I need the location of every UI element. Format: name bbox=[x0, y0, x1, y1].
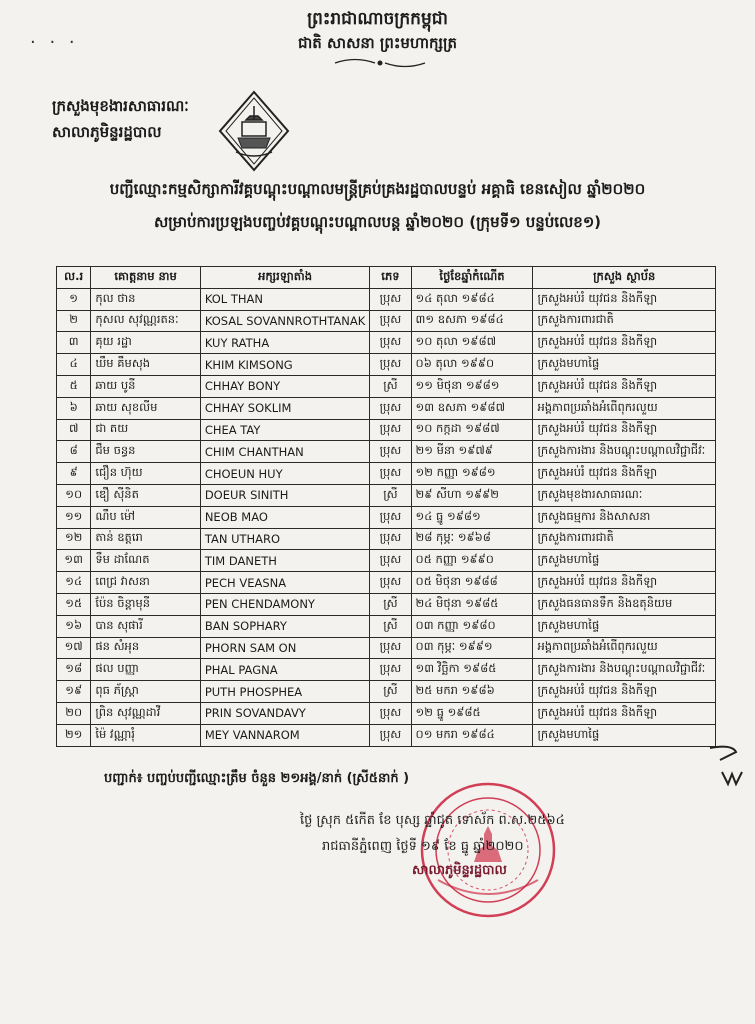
table-cell: ប្រុស bbox=[370, 528, 411, 550]
table-cell: PEN CHENDAMONY bbox=[200, 593, 369, 615]
table-cell: ពេជ្រ វាសនា bbox=[91, 572, 201, 594]
school-name: សាលាភូមិន្ទរដ្ឋបាល bbox=[52, 123, 162, 141]
table-cell: ៤ bbox=[57, 354, 91, 376]
table-row bbox=[57, 310, 716, 332]
table-row bbox=[57, 463, 716, 485]
column-header: ល.រ bbox=[57, 267, 91, 289]
table-cell: PHORN SAM ON bbox=[200, 637, 369, 659]
table-cell: ២៤ មិថុនា ១៩៨៥ bbox=[411, 593, 533, 615]
table-row bbox=[57, 724, 716, 746]
table-row bbox=[57, 681, 716, 703]
table-cell: ១២ កញ្ញា ១៩៨១ bbox=[411, 463, 533, 485]
table-cell: ប្រុស bbox=[370, 354, 411, 376]
table-cell: ប្រុស bbox=[370, 506, 411, 528]
table-cell: ១៤ ធ្នូ ១៩៨១ bbox=[411, 506, 533, 528]
table-row bbox=[57, 528, 716, 550]
table-cell: ប្រុស bbox=[370, 310, 411, 332]
signatory-name: សាលាភូមិន្ទរដ្ឋបាល bbox=[412, 863, 507, 878]
table-row bbox=[57, 550, 716, 572]
table-cell: ក្រសួងមហាផ្ទៃ bbox=[533, 724, 716, 746]
table-cell: ប្រុស bbox=[370, 332, 411, 354]
table-cell: PRIN SOVANDAVY bbox=[200, 702, 369, 724]
table-cell: កុល ថាន bbox=[91, 288, 201, 310]
ministry-name: ក្រសួងមុខងារសាធារណៈ bbox=[52, 97, 189, 115]
table-cell: ៥ bbox=[57, 375, 91, 397]
table-cell: ក្រសួងមហាផ្ទៃ bbox=[533, 550, 716, 572]
table-cell: ១១ មិថុនា ១៩៨១ bbox=[411, 375, 533, 397]
table-cell: កុសល សុវណ្ណរតនៈ bbox=[91, 310, 201, 332]
table-row bbox=[57, 375, 716, 397]
table-cell: ប្រុស bbox=[370, 463, 411, 485]
table-cell: ៦ bbox=[57, 397, 91, 419]
table-cell: ១២ ធ្នូ ១៩៨៥ bbox=[411, 702, 533, 724]
table-cell: ប្រុស bbox=[370, 724, 411, 746]
table-cell: ១២ bbox=[57, 528, 91, 550]
table-cell: ០៥ មិថុនា ១៩៨៨ bbox=[411, 572, 533, 594]
table-cell: ក្រសួងការងារ និងបណ្តុះបណ្តាលវិជ្ជាជីវៈ bbox=[533, 441, 716, 463]
table-cell: ប្រុស bbox=[370, 702, 411, 724]
table-cell: ២៥ មករា ១៩៨៦ bbox=[411, 681, 533, 703]
table-cell: ១០ តុលា ១៩៨៧ bbox=[411, 332, 533, 354]
table-cell: DOEUR SINITH bbox=[200, 484, 369, 506]
table-cell: ស្រី bbox=[370, 484, 411, 506]
table-cell: ១ bbox=[57, 288, 91, 310]
table-cell: បាន សុផារី bbox=[91, 615, 201, 637]
table-cell: ម៉ៃ វណ្ណារុំ bbox=[91, 724, 201, 746]
table-row bbox=[57, 332, 716, 354]
table-row bbox=[57, 354, 716, 376]
table-cell: ៣ bbox=[57, 332, 91, 354]
table-cell: ក្រសួងការពារជាតិ bbox=[533, 310, 716, 332]
school-emblem-icon bbox=[218, 90, 290, 172]
table-cell: PHAL PAGNA bbox=[200, 659, 369, 681]
document-subtitle: សម្រាប់ការប្រឡងបញ្ចប់វគ្គបណ្តុះបណ្តាលបន្ត ឆ្នាំ២០២០ (ក្រុមទី១ បន្ទប់លេខ១) bbox=[153, 213, 602, 231]
table-cell: ០៣ កញ្ញា ១៩៨០ bbox=[411, 615, 533, 637]
table-cell: ប្រុស bbox=[370, 419, 411, 441]
table-cell: ក្រសួងអប់រំ យុវជន និងកីឡា bbox=[533, 681, 716, 703]
table-cell: ១៣ bbox=[57, 550, 91, 572]
table-cell: ឆាយ បូនី bbox=[91, 375, 201, 397]
table-row bbox=[57, 419, 716, 441]
table-cell: PECH VEASNA bbox=[200, 572, 369, 594]
kingdom-title: ព្រះរាជាណាចក្រកម្ពុជា bbox=[307, 9, 448, 29]
table-cell: ព្រិន សុវណ្ណដាវី bbox=[91, 702, 201, 724]
column-header: អក្សរឡាតាំង bbox=[200, 267, 369, 289]
table-cell: CHHAY BONY bbox=[200, 375, 369, 397]
table-cell: ឆាយ សុខលីម bbox=[91, 397, 201, 419]
table-cell: ប្រុស bbox=[370, 572, 411, 594]
table-cell: ០៥ កញ្ញា ១៩៩០ bbox=[411, 550, 533, 572]
table-cell: ជឿន ហ៊ុយ bbox=[91, 463, 201, 485]
table-cell: ស្រី bbox=[370, 681, 411, 703]
table-cell: ប្រុស bbox=[370, 550, 411, 572]
table-cell: BAN SOPHARY bbox=[200, 615, 369, 637]
table-cell: ប៉ែន ចិន្តាមុនី bbox=[91, 593, 201, 615]
table-cell: ៣១ ឧសភា ១៩៨៤ bbox=[411, 310, 533, 332]
table-cell: ៧ bbox=[57, 419, 91, 441]
column-header: ក្រសួង ស្ថាប័ន bbox=[533, 267, 716, 289]
table-cell: NEOB MAO bbox=[200, 506, 369, 528]
table-cell: ពុធ ភ័ស្ត្រា bbox=[91, 681, 201, 703]
table-row bbox=[57, 593, 716, 615]
table-row bbox=[57, 615, 716, 637]
margin-dots: · · · bbox=[30, 32, 79, 53]
national-motto: ជាតិ សាសនា ព្រះមហាក្សត្រ bbox=[298, 34, 457, 52]
table-row bbox=[57, 572, 716, 594]
table-cell: ជឹម ចន្ធន bbox=[91, 441, 201, 463]
column-header: គោត្តនាម នាម bbox=[91, 267, 201, 289]
table-cell: ១៥ bbox=[57, 593, 91, 615]
table-cell: ១១ bbox=[57, 506, 91, 528]
table-cell: អង្គភាពប្រឆាំងអំពើពុករលួយ bbox=[533, 637, 716, 659]
table-cell: ក្រសួងមហាផ្ទៃ bbox=[533, 354, 716, 376]
table-cell: KOL THAN bbox=[200, 288, 369, 310]
table-cell: ក្រសួងធនធានទឹក និងឧតុនិយម bbox=[533, 593, 716, 615]
table-body bbox=[57, 288, 716, 746]
table-cell: ២១ មីនា ១៩៧៩ bbox=[411, 441, 533, 463]
table-cell: ៨ bbox=[57, 441, 91, 463]
table-cell: CHIM CHANTHAN bbox=[200, 441, 369, 463]
roster-table bbox=[56, 266, 716, 747]
table-row bbox=[57, 637, 716, 659]
table-cell: ១៩ bbox=[57, 681, 91, 703]
handwritten-mark bbox=[702, 742, 752, 792]
table-cell: ស្រី bbox=[370, 375, 411, 397]
closing-note: បញ្ជាក់៖ បញ្ចប់បញ្ជីឈ្មោះត្រឹម ចំនួន ២១អង្គ/នាក់ (ស្រី៥នាក់ ) bbox=[104, 771, 410, 786]
table-cell: CHHAY SOKLIM bbox=[200, 397, 369, 419]
table-cell: ១០ bbox=[57, 484, 91, 506]
table-row bbox=[57, 397, 716, 419]
date-solar: រាជធានីភ្នំពេញ ថ្ងៃទី ១៩ ខែ ធ្នូ ឆ្នាំ២០២០ bbox=[322, 839, 524, 854]
table-row bbox=[57, 484, 716, 506]
table-cell: ១៨ bbox=[57, 659, 91, 681]
table-cell: ផន សំអុន bbox=[91, 637, 201, 659]
table-cell: TIM DANETH bbox=[200, 550, 369, 572]
table-cell: ៩ bbox=[57, 463, 91, 485]
table-cell: ០៣ កុម្ភៈ ១៩៩១ bbox=[411, 637, 533, 659]
document-title: បញ្ជីឈ្មោះកម្មសិក្សាការីវគ្គបណ្តុះបណ្តាលមន្ត្រីគ្រប់គ្រងរដ្ឋបាលបន្ទប់ អគ្គាធិ ខេនសៀល ឆ្នាំ២០២០ bbox=[109, 180, 646, 198]
table-cell: KUY RATHA bbox=[200, 332, 369, 354]
table-cell: អង្គភាពប្រឆាំងអំពើពុករលួយ bbox=[533, 397, 716, 419]
table-cell: ក្រសួងអប់រំ យុវជន និងកីឡា bbox=[533, 288, 716, 310]
table-cell: ក្រសួងការងារ និងបណ្តុះបណ្តាលវិជ្ជាជីវៈ bbox=[533, 659, 716, 681]
table-cell: គុយ រដ្ឋា bbox=[91, 332, 201, 354]
table-cell: TAN UTHARO bbox=[200, 528, 369, 550]
table-cell: ២៨ កុម្ភៈ ១៩៦៨ bbox=[411, 528, 533, 550]
ornament-divider bbox=[330, 56, 430, 70]
table-cell: ១០ កក្កដា ១៩៨៧ bbox=[411, 419, 533, 441]
table-cell: ១៧ bbox=[57, 637, 91, 659]
table-cell: ទឹម ដាណែត bbox=[91, 550, 201, 572]
table-row bbox=[57, 288, 716, 310]
table-cell: ស្រី bbox=[370, 615, 411, 637]
table-cell: ២០ bbox=[57, 702, 91, 724]
date-lunar: ថ្ងៃ ស្រុក ៥កើត ខែ បុស្ស ឆ្នាំជូត ទោស័ក ព.ស.២៥៦៤ bbox=[300, 813, 565, 828]
table-cell: ជា តយ bbox=[91, 419, 201, 441]
table-cell: ក្រសួងមុខងារសាធារណៈ bbox=[533, 484, 716, 506]
table-cell: ស្រី bbox=[370, 593, 411, 615]
table-cell: ២១ bbox=[57, 724, 91, 746]
table-cell: ១៣ វិច្ឆិកា ១៩៨៥ bbox=[411, 659, 533, 681]
table-cell: ២៩ សីហា ១៩៩២ bbox=[411, 484, 533, 506]
table-cell: ក្រសួងអប់រំ យុវជន និងកីឡា bbox=[533, 375, 716, 397]
table-cell: ក្រសួងមហាផ្ទៃ bbox=[533, 615, 716, 637]
table-cell: ក្រសួងអប់រំ យុវជន និងកីឡា bbox=[533, 419, 716, 441]
table-cell: ក្រសួងអប់រំ យុវជន និងកីឡា bbox=[533, 332, 716, 354]
table-cell: KHIM KIMSONG bbox=[200, 354, 369, 376]
table-cell: ប្រុស bbox=[370, 441, 411, 463]
table-cell: ណឹប ម៉ៅ bbox=[91, 506, 201, 528]
table-row bbox=[57, 659, 716, 681]
table-cell: ០៦ តុលា ១៩៩០ bbox=[411, 354, 533, 376]
table-cell: PUTH PHOSPHEA bbox=[200, 681, 369, 703]
table-cell: MEY VANNAROM bbox=[200, 724, 369, 746]
table-cell: ក្រសួងអប់រំ យុវជន និងកីឡា bbox=[533, 702, 716, 724]
table-cell: ផល បញ្ញា bbox=[91, 659, 201, 681]
table-cell: ក្រសួងធម្មការ និងសាសនា bbox=[533, 506, 716, 528]
table-cell: ១៣ ឧសភា ១៩៨៧ bbox=[411, 397, 533, 419]
table-cell: ប្រុស bbox=[370, 637, 411, 659]
table-row bbox=[57, 441, 716, 463]
table-cell: CHOEUN HUY bbox=[200, 463, 369, 485]
table-header-row bbox=[57, 267, 716, 289]
table-cell: ប្រុស bbox=[370, 659, 411, 681]
table-cell: KOSAL SOVANNROTHTANAK bbox=[200, 310, 369, 332]
table-cell: ក្រសួងអប់រំ យុវជន និងកីឡា bbox=[533, 463, 716, 485]
table-row bbox=[57, 506, 716, 528]
table-cell: ក្រសួងការពារជាតិ bbox=[533, 528, 716, 550]
table-cell: ១៤ តុលា ១៩៨៤ bbox=[411, 288, 533, 310]
table-cell: ឌឿ ស៊ីនិត bbox=[91, 484, 201, 506]
table-cell: ២ bbox=[57, 310, 91, 332]
column-header: ភេទ bbox=[370, 267, 411, 289]
column-header: ថ្ងៃខែឆ្នាំកំណើត bbox=[411, 267, 533, 289]
table-cell: ១៦ bbox=[57, 615, 91, 637]
table-cell: តាន់ ឧត្តរោ bbox=[91, 528, 201, 550]
table-cell: ក្រសួងអប់រំ យុវជន និងកីឡា bbox=[533, 572, 716, 594]
table-cell: ប្រុស bbox=[370, 397, 411, 419]
table-row bbox=[57, 702, 716, 724]
table-cell: CHEA TAY bbox=[200, 419, 369, 441]
table-cell: ប្រុស bbox=[370, 288, 411, 310]
table-cell: ០១ មករា ១៩៨៤ bbox=[411, 724, 533, 746]
table-cell: ឃឹម គឹមសុង bbox=[91, 354, 201, 376]
table-cell: ១៤ bbox=[57, 572, 91, 594]
